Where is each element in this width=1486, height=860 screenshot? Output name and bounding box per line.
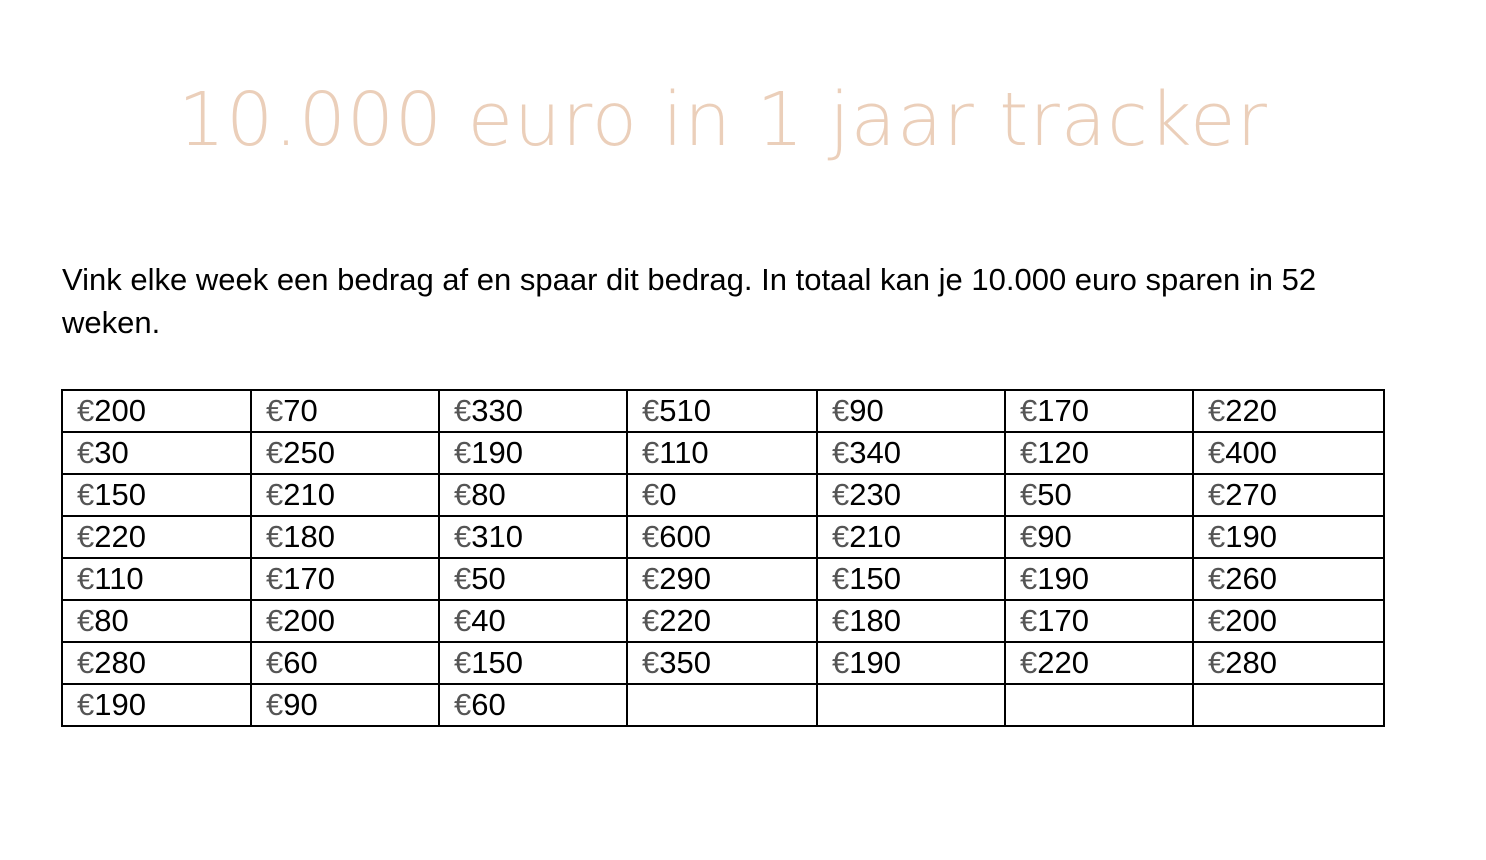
amount-value: 40 bbox=[471, 603, 506, 638]
amount-value: 50 bbox=[1037, 477, 1072, 512]
euro-symbol: € bbox=[1208, 561, 1226, 596]
amount-cell[interactable] bbox=[251, 600, 439, 642]
amount-value: 210 bbox=[849, 519, 901, 554]
euro-symbol: € bbox=[642, 603, 660, 638]
amount-value: 210 bbox=[283, 477, 335, 512]
amount-value: 170 bbox=[1037, 603, 1089, 638]
amount-value: 230 bbox=[849, 477, 901, 512]
amount-cell[interactable] bbox=[1193, 558, 1384, 600]
euro-symbol: € bbox=[266, 687, 284, 722]
amount-value: 60 bbox=[283, 645, 318, 680]
euro-symbol: € bbox=[832, 393, 850, 428]
euro-symbol: € bbox=[642, 393, 660, 428]
euro-symbol: € bbox=[642, 477, 660, 512]
amount-value: 110 bbox=[659, 435, 709, 470]
amount-value: 280 bbox=[94, 645, 146, 680]
amount-value: 190 bbox=[1225, 519, 1277, 554]
amount-value: 150 bbox=[471, 645, 523, 680]
amount-cell[interactable] bbox=[62, 600, 251, 642]
euro-symbol: € bbox=[454, 561, 472, 596]
euro-symbol: € bbox=[454, 393, 472, 428]
amount-cell[interactable] bbox=[251, 642, 439, 684]
amount-cell[interactable] bbox=[817, 390, 1005, 432]
amount-value: 190 bbox=[849, 645, 901, 680]
amount-value: 190 bbox=[94, 687, 146, 722]
empty-cell bbox=[1193, 684, 1384, 726]
amount-value: 260 bbox=[1225, 561, 1277, 596]
table-row bbox=[62, 684, 1384, 726]
euro-symbol: € bbox=[832, 519, 850, 554]
euro-symbol: € bbox=[1020, 393, 1038, 428]
table-row bbox=[62, 642, 1384, 684]
euro-symbol: € bbox=[454, 519, 472, 554]
table-row bbox=[62, 600, 1384, 642]
amount-value: 600 bbox=[659, 519, 711, 554]
euro-symbol: € bbox=[266, 603, 284, 638]
amount-cell[interactable] bbox=[627, 474, 817, 516]
amount-cell[interactable] bbox=[62, 684, 251, 726]
table-row bbox=[62, 558, 1384, 600]
table-row bbox=[62, 516, 1384, 558]
amount-cell[interactable] bbox=[817, 474, 1005, 516]
amount-cell[interactable] bbox=[817, 600, 1005, 642]
euro-symbol: € bbox=[1208, 393, 1226, 428]
amount-cell[interactable] bbox=[1005, 642, 1193, 684]
amount-value: 90 bbox=[849, 393, 884, 428]
euro-symbol: € bbox=[266, 477, 284, 512]
euro-symbol: € bbox=[77, 561, 95, 596]
amount-value: 90 bbox=[1037, 519, 1072, 554]
amount-value: 30 bbox=[94, 435, 129, 470]
amount-cell[interactable] bbox=[439, 474, 627, 516]
amount-value: 50 bbox=[471, 561, 506, 596]
empty-cell bbox=[627, 684, 817, 726]
euro-symbol: € bbox=[454, 435, 472, 470]
amount-cell[interactable] bbox=[627, 558, 817, 600]
euro-symbol: € bbox=[1020, 435, 1038, 470]
euro-symbol: € bbox=[642, 645, 660, 680]
amount-value: 220 bbox=[1037, 645, 1089, 680]
euro-symbol: € bbox=[454, 645, 472, 680]
amount-cell[interactable] bbox=[62, 390, 251, 432]
amount-value: 220 bbox=[659, 603, 711, 638]
amount-value: 120 bbox=[1037, 435, 1089, 470]
amount-cell[interactable] bbox=[439, 390, 627, 432]
amount-cell[interactable] bbox=[1193, 642, 1384, 684]
euro-symbol: € bbox=[266, 393, 284, 428]
euro-symbol: € bbox=[266, 435, 284, 470]
amount-value: 70 bbox=[283, 393, 318, 428]
table-row bbox=[62, 432, 1384, 474]
amount-cell[interactable] bbox=[817, 642, 1005, 684]
euro-symbol: € bbox=[266, 645, 284, 680]
amount-value: 250 bbox=[283, 435, 335, 470]
euro-symbol: € bbox=[77, 687, 95, 722]
table-row bbox=[62, 474, 1384, 516]
amount-cell[interactable] bbox=[627, 516, 817, 558]
euro-symbol: € bbox=[1208, 645, 1226, 680]
euro-symbol: € bbox=[454, 477, 472, 512]
amount-value: 510 bbox=[659, 393, 711, 428]
euro-symbol: € bbox=[77, 519, 95, 554]
amount-cell[interactable] bbox=[1193, 432, 1384, 474]
euro-symbol: € bbox=[642, 561, 660, 596]
amount-cell[interactable] bbox=[439, 684, 627, 726]
amount-cell[interactable] bbox=[251, 432, 439, 474]
euro-symbol: € bbox=[1208, 477, 1226, 512]
amount-value: 340 bbox=[849, 435, 901, 470]
amount-cell[interactable] bbox=[627, 600, 817, 642]
amount-cell[interactable] bbox=[251, 684, 439, 726]
amount-cell[interactable] bbox=[1005, 516, 1193, 558]
euro-symbol: € bbox=[266, 561, 284, 596]
amount-cell[interactable] bbox=[62, 558, 251, 600]
empty-cell bbox=[1005, 684, 1193, 726]
amount-cell[interactable] bbox=[1193, 474, 1384, 516]
amount-value: 280 bbox=[1225, 645, 1277, 680]
amount-cell[interactable] bbox=[251, 516, 439, 558]
amount-cell[interactable] bbox=[817, 432, 1005, 474]
amount-cell[interactable] bbox=[439, 558, 627, 600]
amount-cell[interactable] bbox=[251, 390, 439, 432]
amount-value: 60 bbox=[471, 687, 506, 722]
amount-value: 200 bbox=[1225, 603, 1277, 638]
euro-symbol: € bbox=[1020, 603, 1038, 638]
euro-symbol: € bbox=[77, 603, 95, 638]
amount-value: 290 bbox=[659, 561, 711, 596]
savings-tracker-table bbox=[61, 389, 1385, 727]
amount-cell[interactable] bbox=[1193, 516, 1384, 558]
euro-symbol: € bbox=[77, 393, 95, 428]
amount-cell[interactable] bbox=[1005, 390, 1193, 432]
amount-cell[interactable] bbox=[1005, 600, 1193, 642]
amount-value: 90 bbox=[283, 687, 318, 722]
amount-value: 170 bbox=[1037, 393, 1089, 428]
amount-cell[interactable] bbox=[439, 432, 627, 474]
euro-symbol: € bbox=[1020, 645, 1038, 680]
amount-value: 170 bbox=[283, 561, 335, 596]
amount-value: 180 bbox=[283, 519, 335, 554]
amount-cell[interactable] bbox=[1193, 600, 1384, 642]
amount-value: 330 bbox=[471, 393, 523, 428]
amount-cell[interactable] bbox=[1005, 558, 1193, 600]
euro-symbol: € bbox=[832, 477, 850, 512]
amount-cell[interactable] bbox=[627, 432, 817, 474]
euro-symbol: € bbox=[1208, 519, 1226, 554]
euro-symbol: € bbox=[266, 519, 284, 554]
amount-cell[interactable] bbox=[1005, 432, 1193, 474]
amount-cell[interactable] bbox=[251, 558, 439, 600]
amount-cell[interactable] bbox=[439, 516, 627, 558]
amount-cell[interactable] bbox=[62, 516, 251, 558]
amount-cell[interactable] bbox=[62, 432, 251, 474]
amount-cell[interactable] bbox=[1193, 390, 1384, 432]
amount-cell[interactable] bbox=[817, 516, 1005, 558]
amount-value: 150 bbox=[94, 477, 146, 512]
amount-value: 0 bbox=[659, 477, 677, 512]
amount-cell[interactable] bbox=[627, 642, 817, 684]
amount-value: 190 bbox=[1037, 561, 1089, 596]
amount-cell[interactable] bbox=[817, 558, 1005, 600]
euro-symbol: € bbox=[1208, 435, 1226, 470]
amount-value: 200 bbox=[283, 603, 335, 638]
euro-symbol: € bbox=[642, 435, 660, 470]
intro-text: Vink elke week een bedrag af en spaar dit bedrag. In totaal kan je 10.000 euro sparen in 52 weken. bbox=[62, 262, 1317, 340]
euro-symbol: € bbox=[642, 519, 660, 554]
amount-value: 350 bbox=[659, 645, 711, 680]
page-title: 10.000 euro in 1 jaar tracker bbox=[178, 77, 1268, 163]
euro-symbol: € bbox=[832, 603, 850, 638]
amount-value: 180 bbox=[849, 603, 901, 638]
amount-cell[interactable] bbox=[62, 642, 251, 684]
empty-cell bbox=[817, 684, 1005, 726]
amount-cell[interactable] bbox=[251, 474, 439, 516]
euro-symbol: € bbox=[1020, 561, 1038, 596]
amount-value: 110 bbox=[94, 561, 144, 596]
euro-symbol: € bbox=[1020, 519, 1038, 554]
euro-symbol: € bbox=[454, 603, 472, 638]
euro-symbol: € bbox=[832, 435, 850, 470]
euro-symbol: € bbox=[77, 645, 95, 680]
amount-cell[interactable] bbox=[439, 642, 627, 684]
euro-symbol: € bbox=[1020, 477, 1038, 512]
euro-symbol: € bbox=[454, 687, 472, 722]
amount-cell[interactable] bbox=[1005, 474, 1193, 516]
amount-value: 220 bbox=[94, 519, 146, 554]
amount-value: 310 bbox=[471, 519, 523, 554]
euro-symbol: € bbox=[1208, 603, 1226, 638]
amount-value: 220 bbox=[1225, 393, 1277, 428]
euro-symbol: € bbox=[832, 645, 850, 680]
amount-value: 400 bbox=[1225, 435, 1277, 470]
amount-value: 80 bbox=[471, 477, 506, 512]
amount-cell[interactable] bbox=[439, 600, 627, 642]
amount-cell[interactable] bbox=[627, 390, 817, 432]
amount-value: 150 bbox=[849, 561, 901, 596]
euro-symbol: € bbox=[832, 561, 850, 596]
amount-value: 200 bbox=[94, 393, 146, 428]
table-row bbox=[62, 390, 1384, 432]
amount-value: 190 bbox=[471, 435, 523, 470]
euro-symbol: € bbox=[77, 435, 95, 470]
amount-value: 270 bbox=[1225, 477, 1277, 512]
euro-symbol: € bbox=[77, 477, 95, 512]
amount-value: 80 bbox=[94, 603, 129, 638]
amount-cell[interactable] bbox=[62, 474, 251, 516]
